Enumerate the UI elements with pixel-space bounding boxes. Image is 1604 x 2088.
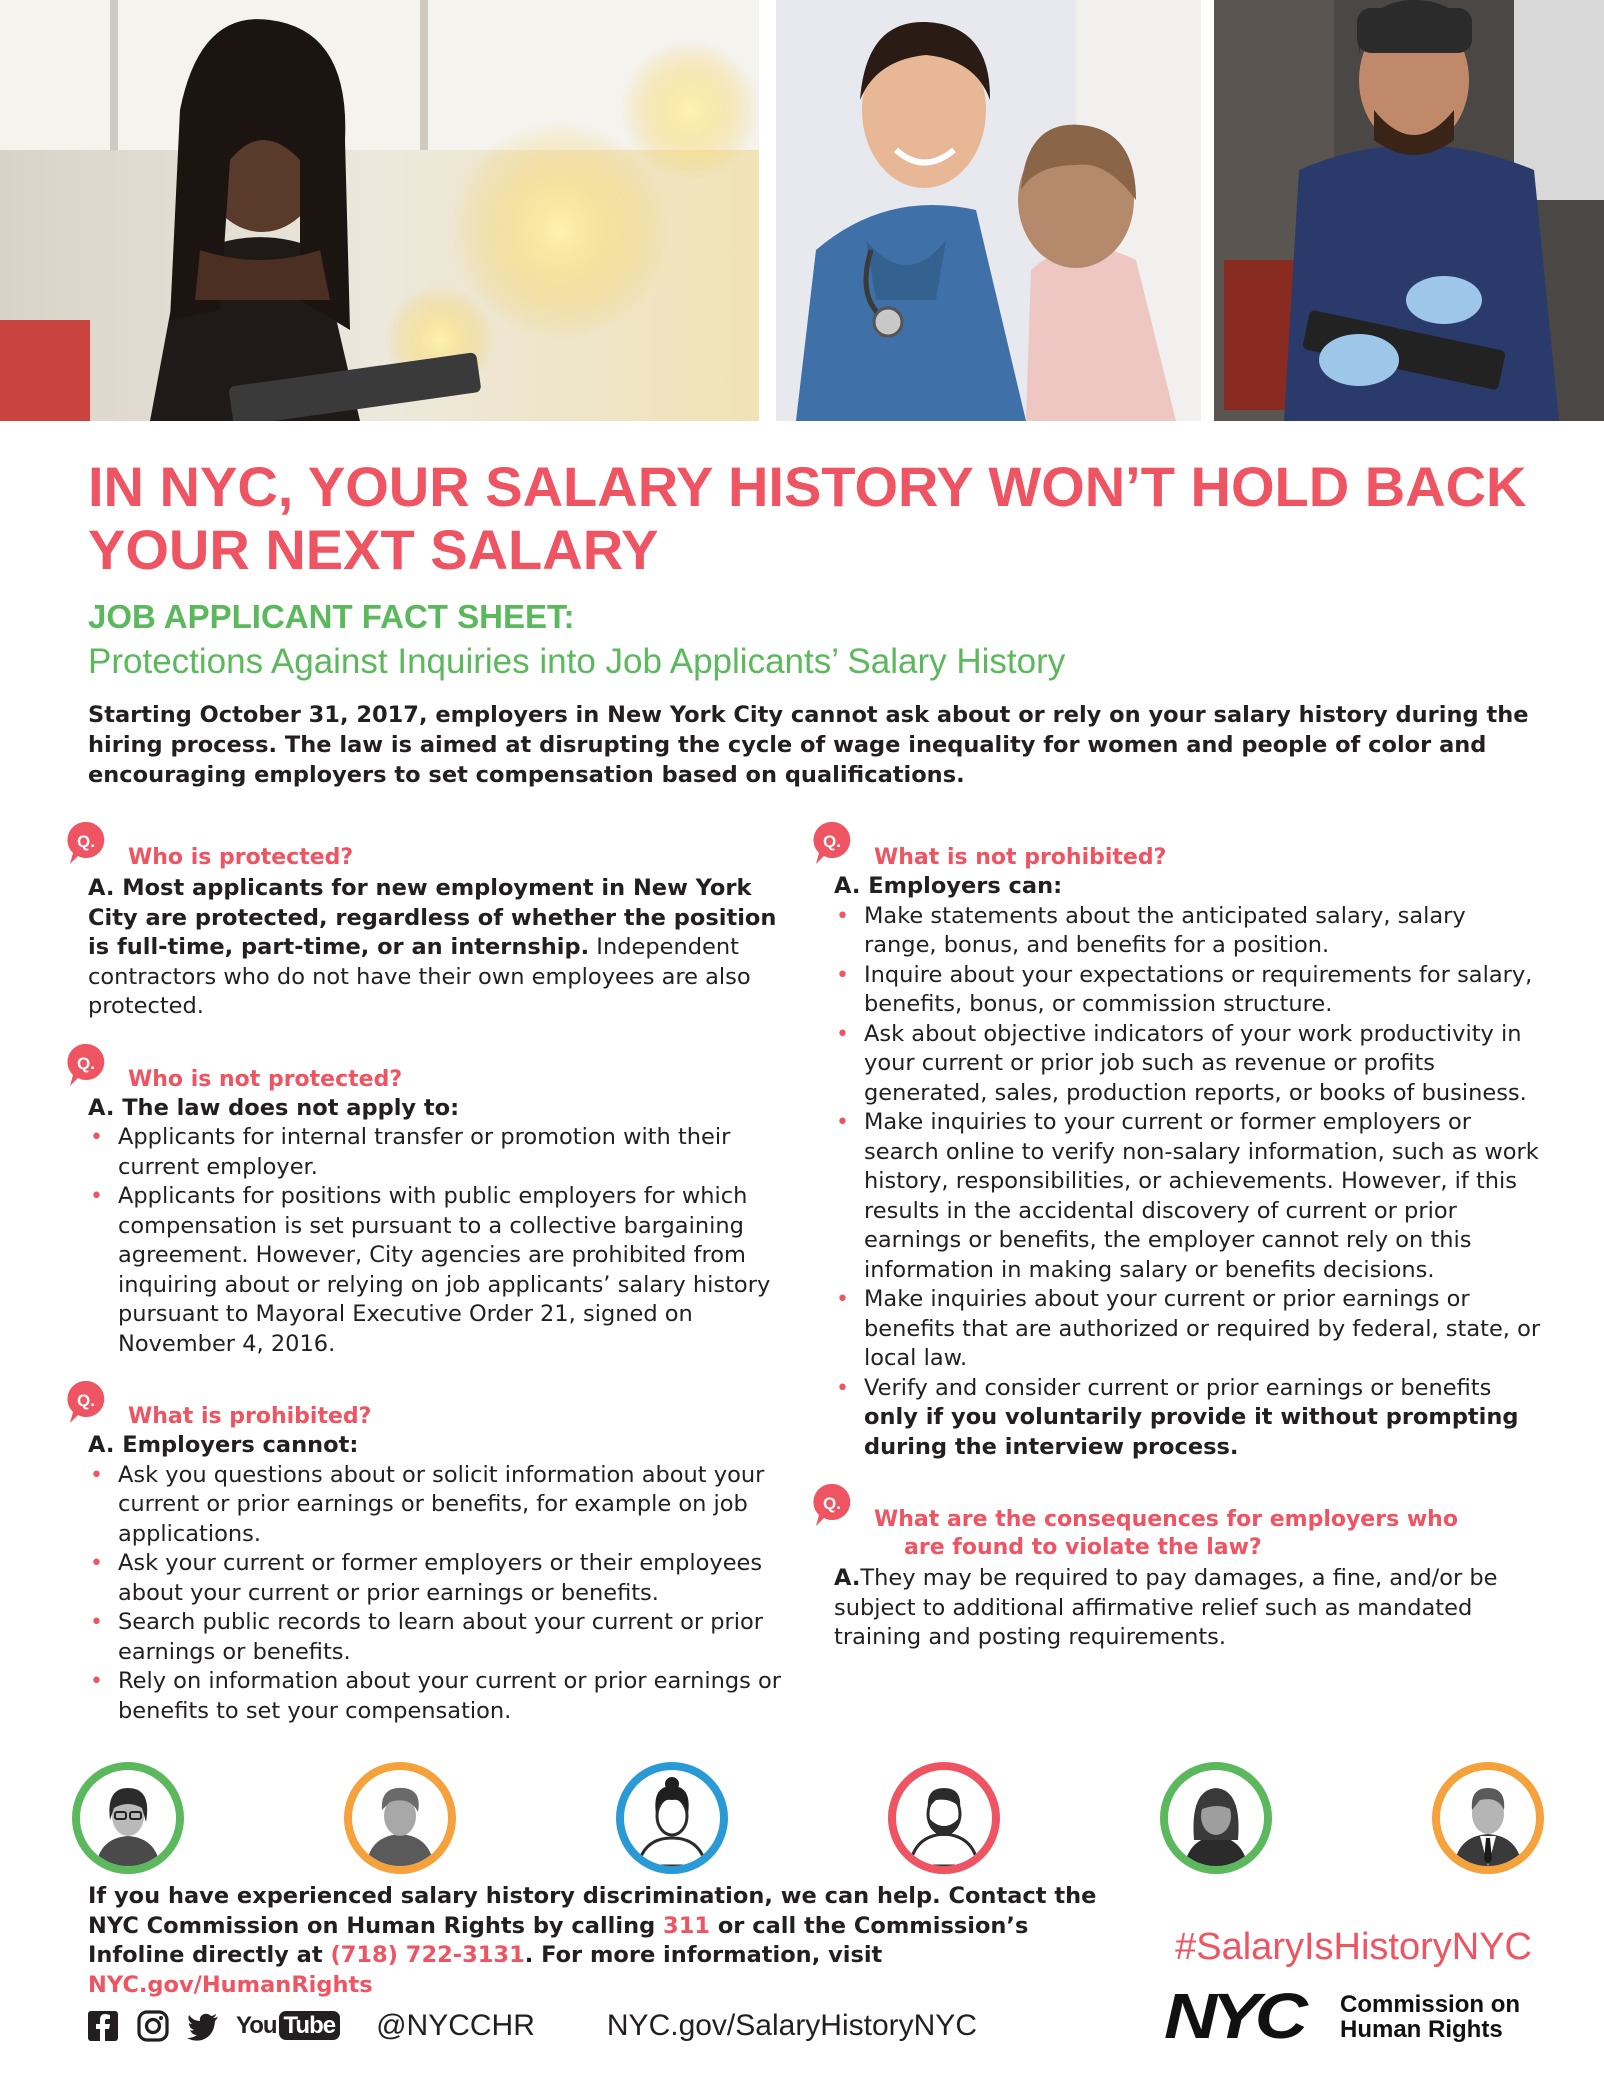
phone-311-link[interactable]: 311 (663, 1912, 711, 1939)
question-bubble-letter: Q. (77, 832, 95, 851)
question-bubble-letter: Q. (823, 832, 841, 851)
woman-glasses-avatar-icon (72, 1762, 184, 1874)
nyc-commission-logo (1164, 1980, 1532, 2052)
woman-dark-hair-avatar-icon (1160, 1762, 1272, 1874)
list-item: • Ask about objective indicators of your work productivity in your current or prior job such as revenue or profits generated, sales, production reports, or books of business. (834, 1020, 1543, 1109)
answer-lead: A. The law does not apply to: (88, 1094, 460, 1121)
contact-text: . For more information, visit (524, 1942, 883, 1968)
list-item: • Make inquiries to your current or former employers or search online to verify non-salary information, such as work history, responsibilities, or achievements. However, if this results in the accidental discovery of current or prior earnings or benefits, the employer cannot rely on this information in making salary or benefits decisions. (834, 1108, 1543, 1285)
list-item: • Applicants for positions with public employers for which compensation is set pursuant to a collective bargaining agreement. However, City agencies are prohibited from inquiring about or relying on job applicants’ salary history pursuant to Mayoral Executive Order 21, signed on November 4, 2016. (88, 1182, 797, 1359)
answer-lead: A. Employers cannot: (88, 1432, 359, 1458)
answer-bold: A. Most applicants for new employment in New York City are protected, regardless of whether the position is full-time, part-time, or an internship. (88, 875, 777, 960)
logo-line2: Human Rights (1340, 2016, 1503, 2043)
twitter-icon[interactable] (186, 2009, 220, 2043)
youtube-you-text: You (236, 2012, 277, 2039)
question-bubble-letter: Q. (77, 1391, 95, 1410)
salary-history-website-link[interactable]: NYC.gov/SalaryHistoryNYC (606, 2009, 977, 2042)
qa-what-is-not-prohibited (808, 822, 1543, 1462)
page-title: IN NYC, YOUR SALARY HISTORY WON’T HOLD BACK YOUR NEXT SALARY (88, 455, 1527, 581)
contact-paragraph (88, 1882, 1128, 2000)
list-item (834, 1374, 1543, 1463)
intro-paragraph: Starting October 31, 2017, employers in New York City cannot ask about or rely on your salary history during the hiring process. The law is aimed at disrupting the cycle of wage inequality for women and people of color and encouraging employers to set compensation based on qualifications. (88, 702, 1529, 788)
man-avatar-icon (344, 1762, 456, 1874)
instagram-icon[interactable] (136, 2009, 170, 2043)
answer-list (834, 902, 1543, 1463)
answer-lead: A. Employers can: (834, 873, 1063, 899)
qa-who-is-protected (62, 822, 797, 1022)
right-column (808, 822, 1543, 1675)
social-handle[interactable]: @NYCCHR (376, 2009, 535, 2042)
question-title (834, 1484, 1543, 1562)
list-item-bold: only if you voluntarily provide it without prompting during the interview process. (864, 1404, 1519, 1460)
answer-rest: They may be required to pay damages, a fine, and/or be subject to additional affirmative relief such as mandated training and posting requirements. (834, 1565, 1498, 1650)
list-item: • Make statements about the anticipated salary, salary range, bonus, and benefits for a position. (834, 902, 1543, 961)
facebook-icon[interactable] (86, 2009, 120, 2043)
question-title-line2: are found to violate the law? (904, 1535, 1262, 1560)
question-bubble-icon (66, 820, 106, 866)
photo-nurse-with-child (776, 0, 1201, 421)
infoline-phone-link[interactable]: (718) 722-3131 (330, 1942, 525, 1968)
social-bar (86, 2006, 977, 2046)
bearded-man-avatar-icon (888, 1762, 1000, 1874)
question-bubble-icon (812, 1482, 852, 1528)
businessman-avatar-icon (1432, 1762, 1544, 1874)
answer-rest: Independent contractors who do not have their own employees are also protected. (88, 934, 751, 1019)
list-item: • Inquire about your expectations or requirements for salary, benefits, bonus, or commission structure. (834, 961, 1543, 1020)
youtube-icon[interactable] (236, 2012, 340, 2040)
qa-who-is-not-protected (62, 1044, 797, 1360)
photo-mechanic-with-tablet (1214, 0, 1604, 421)
list-item: • Make inquiries about your current or prior earnings or benefits that are authorized or required by federal, state, or local law. (834, 1285, 1543, 1374)
answer-text (88, 874, 797, 1022)
question-bubble-icon (812, 820, 852, 866)
list-item-plain: Verify and consider current or prior earnings or benefits (864, 1374, 1492, 1401)
logo-text (1340, 1992, 1520, 2042)
question-bubble-icon (66, 1379, 106, 1425)
list-item: • Applicants for internal transfer or promotion with their current employer. (88, 1123, 797, 1182)
qa-consequences (808, 1484, 1543, 1653)
question-title: What is not prohibited? (874, 845, 1167, 870)
question-bubble-letter: Q. (77, 1053, 95, 1073)
list-item: • Search public records to learn about your current or prior earnings or benefits. (88, 1608, 797, 1667)
nyc-logo-mark: NYC (1164, 1980, 1303, 2052)
human-rights-website-link[interactable]: NYC.gov/HumanRights (88, 1971, 373, 1998)
qa-what-is-prohibited (62, 1381, 797, 1726)
question-title-line1: What are the consequences for employers who (874, 1507, 1458, 1532)
logo-line1: Commission on (1340, 1991, 1521, 2018)
list-item: • Ask you questions about or solicit information about your current or prior earnings or benefits, for example on job applications. (88, 1461, 797, 1550)
answer-list (88, 1461, 797, 1727)
woman-avatar-icon (616, 1762, 728, 1874)
fact-sheet-subtitle: Protections Against Inquiries into Job Applicants’ Salary History (88, 642, 1066, 681)
question-title: Who is protected? (128, 845, 354, 870)
list-item: • Ask your current or former employers or their employees about your current or prior earnings or benefits. (88, 1549, 797, 1608)
contact-text: If you have experienced salary history discrimination, we can help. Contact the NYC Commission on Human Rights by calling (88, 1883, 1097, 1939)
fact-sheet-heading: JOB APPLICANT FACT SHEET: (88, 598, 575, 635)
question-bubble-letter: Q. (823, 1494, 841, 1513)
photo-woman-in-office (0, 0, 759, 421)
contact-text: or call the Commission’s Infoline directly at (88, 1912, 1029, 1968)
question-bubble-icon (66, 1042, 106, 1088)
answer-text (834, 1564, 1543, 1653)
question-title: Who is not protected? (128, 1066, 403, 1092)
youtube-tube-text: Tube (279, 2011, 341, 2040)
left-column (62, 822, 797, 1748)
list-item: • Rely on information about your current or prior earnings or benefits to set your compensation. (88, 1667, 797, 1726)
answer-list (88, 1123, 797, 1359)
answer-bold: A. (834, 1565, 861, 1591)
hashtag: #SalaryIsHistoryNYC (1175, 1926, 1532, 1968)
question-title: What is prohibited? (128, 1404, 372, 1429)
